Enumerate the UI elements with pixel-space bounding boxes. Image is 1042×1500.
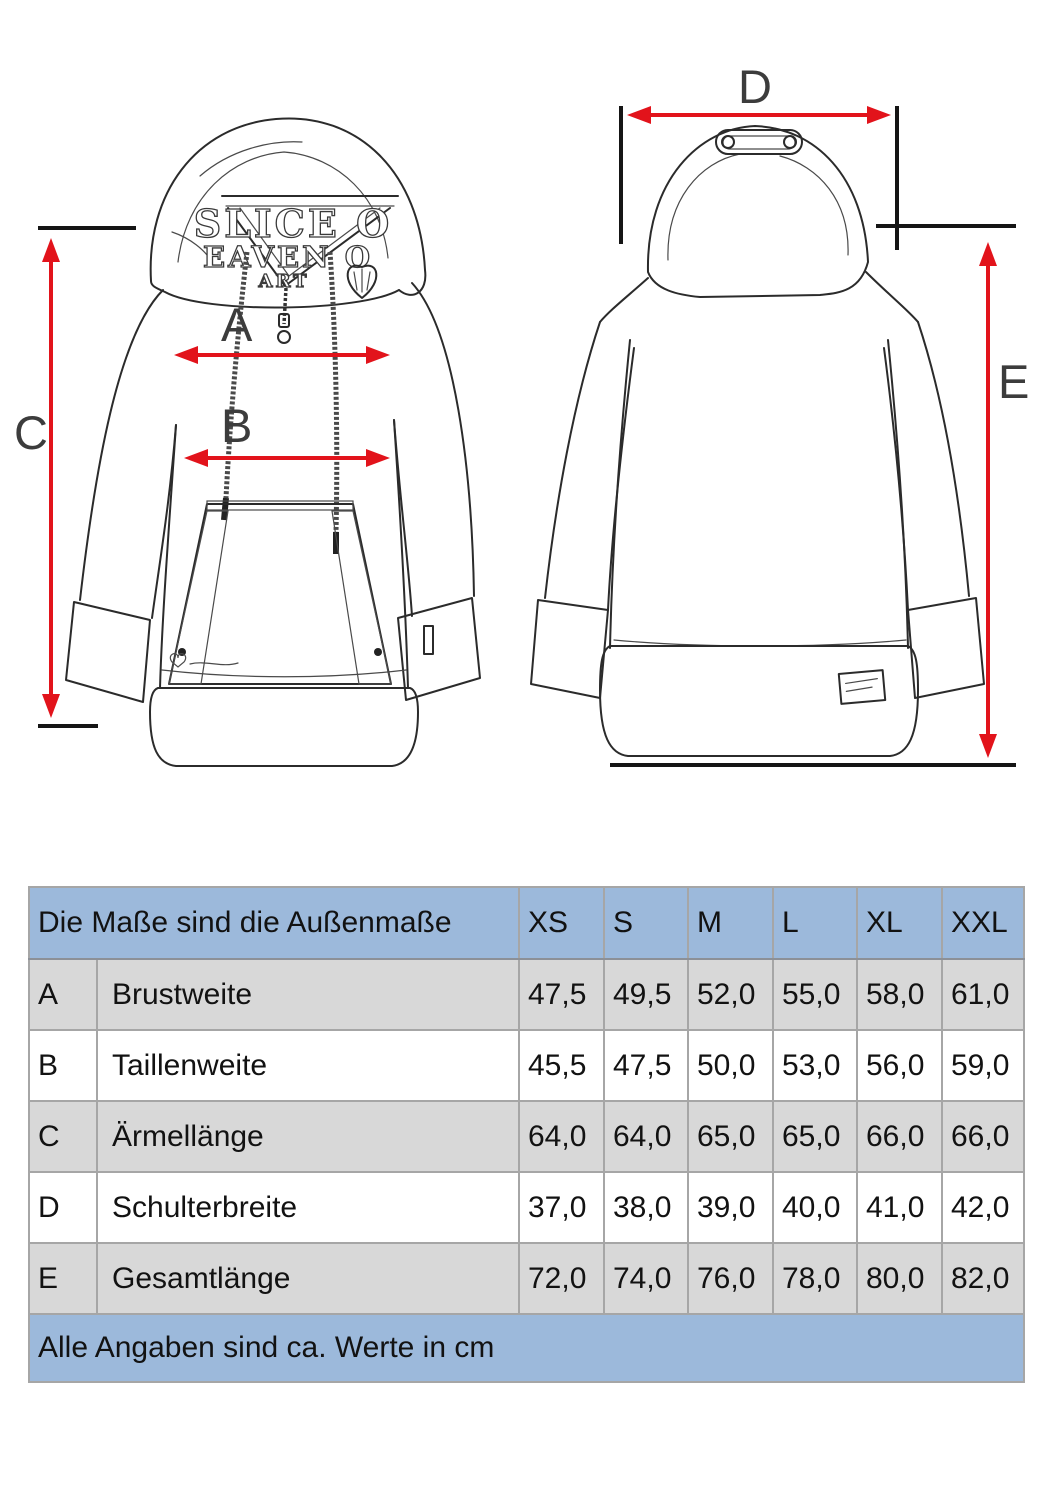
- back-hood-outline: [648, 126, 868, 297]
- pocket-top-trim: [207, 501, 353, 510]
- row-value: 42,0: [942, 1172, 1024, 1243]
- measure-arrow-a: [174, 346, 390, 364]
- table-header-size-xxl: XXL: [942, 887, 1024, 959]
- back-right-shoulder: [866, 272, 918, 322]
- row-value: 80,0: [857, 1243, 942, 1314]
- front-view-drawing: [66, 118, 480, 766]
- row-letter: D: [29, 1172, 97, 1243]
- row-value: 66,0: [942, 1101, 1024, 1172]
- table-footer-row: [29, 1314, 1024, 1382]
- row-value: 40,0: [773, 1172, 857, 1243]
- back-body-left-edge: [610, 340, 630, 648]
- row-value: 78,0: [773, 1243, 857, 1314]
- drawstring-left: [226, 252, 247, 498]
- row-value: 41,0: [857, 1172, 942, 1243]
- zipper-teeth: [284, 288, 286, 324]
- row-value: 82,0: [942, 1243, 1024, 1314]
- table-row-b: [29, 1030, 1024, 1101]
- row-value: 59,0: [942, 1030, 1024, 1101]
- row-value: 45,5: [519, 1030, 604, 1101]
- row-value: 50,0: [688, 1030, 773, 1101]
- front-body-left-edge: [160, 425, 176, 688]
- table-header-size-xs: XS: [519, 887, 604, 959]
- row-name: Gesamtlänge: [97, 1243, 519, 1314]
- row-letter: A: [29, 959, 97, 1030]
- row-value: 72,0: [519, 1243, 604, 1314]
- row-name: Taillenweite: [97, 1030, 519, 1101]
- front-right-sleeve-outer: [412, 283, 474, 596]
- back-hem-label: [839, 670, 885, 704]
- front-left-sleeve-outer: [80, 290, 163, 600]
- row-name: Brustweite: [97, 959, 519, 1030]
- back-left-cuff: [531, 600, 608, 698]
- back-hood-fold: [780, 156, 848, 255]
- hood-print-line3: ART: [258, 271, 310, 292]
- row-value: 47,5: [604, 1030, 688, 1101]
- row-value: 65,0: [773, 1101, 857, 1172]
- row-value: 74,0: [604, 1243, 688, 1314]
- row-name: Schulterbreite: [97, 1172, 519, 1243]
- table-header-description: Die Maße sind die Außenmaße: [29, 887, 519, 959]
- table-row-a: [29, 959, 1024, 1030]
- table-row-d: [29, 1172, 1024, 1243]
- side-seam-label: [424, 626, 433, 654]
- pocket-signature: [190, 663, 238, 665]
- table-header-size-m: M: [688, 887, 773, 959]
- measure-arrow-b: [184, 449, 390, 467]
- front-hem-seam: [162, 670, 406, 677]
- row-name: Ärmellänge: [97, 1101, 519, 1172]
- row-letter: E: [29, 1243, 97, 1314]
- row-value: 65,0: [688, 1101, 773, 1172]
- measure-arrow-e: [979, 242, 997, 758]
- row-value: 38,0: [604, 1172, 688, 1243]
- row-value: 56,0: [857, 1030, 942, 1101]
- row-value: 58,0: [857, 959, 942, 1030]
- row-letter: C: [29, 1101, 97, 1172]
- zipper-pull-ring: [278, 331, 290, 343]
- measurement-marks: [14, 60, 1029, 765]
- pocket-right-trim: [332, 511, 391, 684]
- table-header-row: [29, 887, 1024, 959]
- row-value: 64,0: [519, 1101, 604, 1172]
- row-value: 64,0: [604, 1101, 688, 1172]
- table-header-size-s: S: [604, 887, 688, 959]
- front-hem-band: [150, 688, 418, 766]
- measure-label-c: C: [14, 406, 48, 459]
- table-footer-note: Alle Angaben sind ca. Werte in cm: [29, 1314, 1024, 1382]
- drawstring-right: [330, 252, 337, 532]
- measure-arrow-c: [42, 238, 60, 718]
- row-value: 37,0: [519, 1172, 604, 1243]
- pocket-rivet-right: [374, 648, 382, 656]
- row-value: 47,5: [519, 959, 604, 1030]
- hood-print-line2: EAVEN O: [203, 240, 373, 274]
- measure-label-a: A: [221, 298, 253, 351]
- row-value: 49,5: [604, 959, 688, 1030]
- back-left-shoulder: [600, 278, 648, 322]
- row-value: 66,0: [857, 1101, 942, 1172]
- back-hood-fold: [668, 154, 740, 260]
- table-header-size-l: L: [773, 887, 857, 959]
- measure-label-d: D: [738, 60, 772, 113]
- size-table: [28, 886, 1025, 1383]
- row-value: 61,0: [942, 959, 1024, 1030]
- back-left-sleeve-outer: [545, 322, 600, 598]
- back-right-sleeve-outer: [918, 322, 969, 596]
- hood-grommet: [716, 130, 802, 154]
- pocket-left-trim: [169, 511, 228, 684]
- back-right-cuff: [908, 598, 984, 698]
- row-value: 53,0: [773, 1030, 857, 1101]
- table-row-c: [29, 1101, 1024, 1172]
- row-value: 52,0: [688, 959, 773, 1030]
- measure-label-b: B: [221, 399, 253, 452]
- hood-print-line1: SLICE O: [193, 201, 393, 246]
- front-right-cuff: [398, 598, 480, 700]
- front-left-cuff: [66, 602, 150, 702]
- row-letter: B: [29, 1030, 97, 1101]
- table-header-size-xl: XL: [857, 887, 942, 959]
- row-value: 76,0: [688, 1243, 773, 1314]
- row-value: 39,0: [688, 1172, 773, 1243]
- back-view-drawing: [531, 126, 984, 756]
- row-value: 55,0: [773, 959, 857, 1030]
- table-row-e: [29, 1243, 1024, 1314]
- measure-label-e: E: [998, 355, 1030, 408]
- back-body-right-edge: [888, 340, 908, 648]
